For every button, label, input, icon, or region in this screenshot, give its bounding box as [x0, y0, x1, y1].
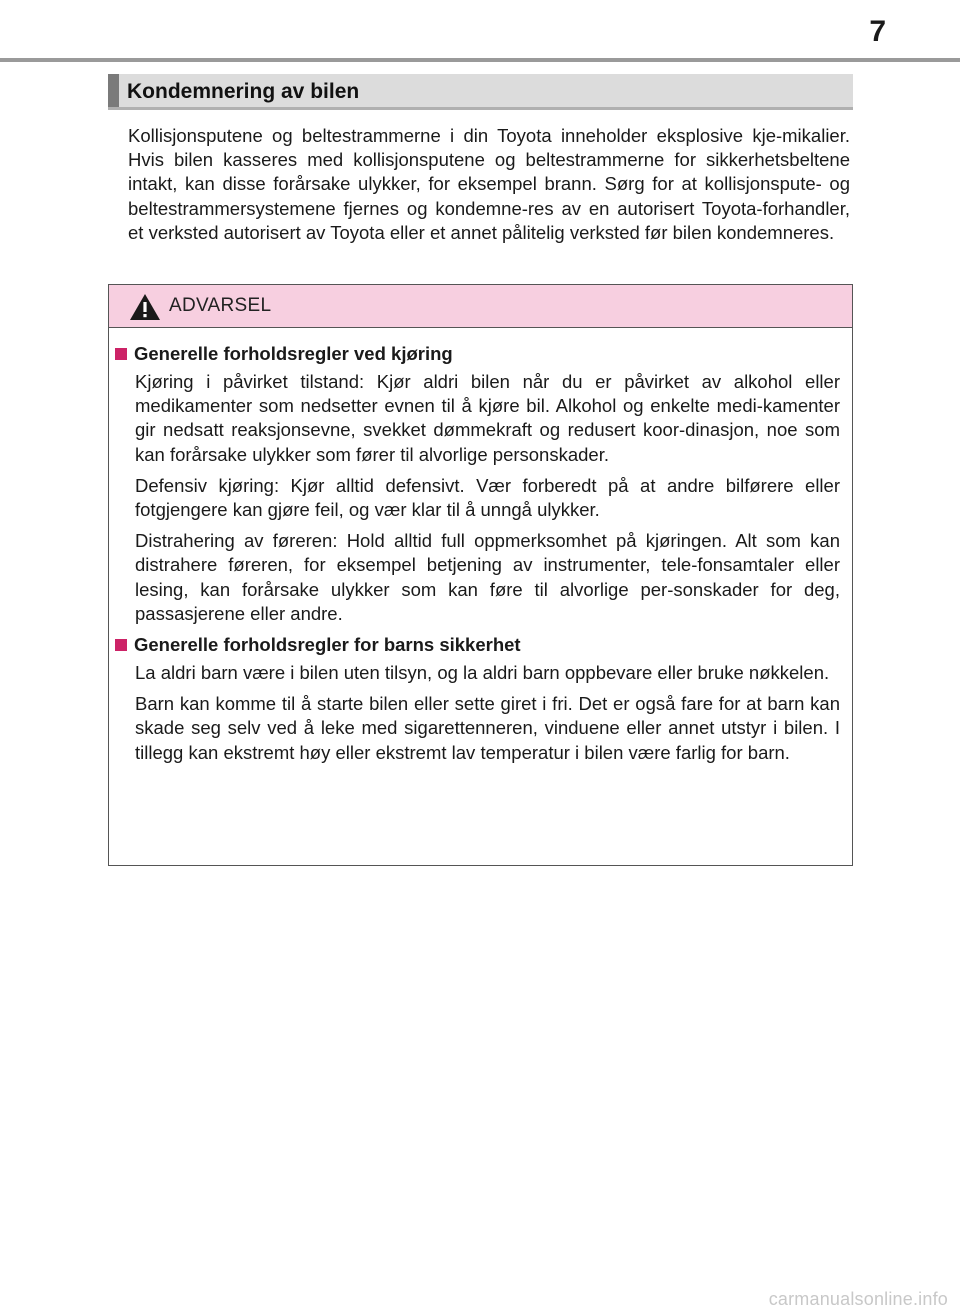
top-divider — [0, 58, 960, 62]
warning-header — [109, 285, 852, 328]
warning-box — [108, 284, 853, 866]
section-header — [108, 74, 853, 110]
subsection-title-text: Generelle forholdsregler ved kjøring — [134, 343, 453, 364]
subsection-child-safety — [115, 633, 840, 765]
subsection-title-text: Generelle forholdsregler for barns sikkerhet — [134, 634, 521, 656]
warning-body — [115, 342, 840, 772]
subsection-title-driving — [115, 342, 840, 366]
square-bullet-icon — [115, 348, 127, 360]
section-header-bar — [108, 74, 119, 107]
warning-label: ADVARSEL — [169, 295, 272, 316]
watermark: carmanualsonline.info — [768, 1289, 948, 1309]
subsection-driving — [115, 342, 840, 626]
paragraph: Distrahering av føreren: Hold alltid full oppmerksomhet på kjøringen. Alt som kan distrahere føreren, for eksempel betjening av instrumenter, tele-fonsamtaler eller lesing, kan forårsake ulykker som kan føre til alvorlige per-sonskader for deg, passasjerene eller andre. — [135, 530, 840, 624]
paragraph: Barn kan komme til å starte bilen eller sette giret i fri. Det er også fare for at barn kan skade seg selv ved å leke med sigarettenneren, vinduene eller annet utstyr i bilen. I tillegg kan ekstremt høy eller ekstremt lav temperatur i bilen være farlig for barn. — [135, 693, 840, 763]
paragraph: Defensiv kjøring: Kjør alltid defensivt. Vær forberedt på at andre bilførere eller fotgjengere kan gjøre feil, og vær klar til å unngå ulykker. — [135, 474, 840, 521]
square-bullet-icon — [115, 639, 127, 651]
paragraph: La aldri barn være i bilen uten tilsyn, og la aldri barn oppbevare eller bruke nøkkelen. — [135, 662, 830, 684]
warning-triangle-icon — [129, 293, 161, 321]
intro-paragraph: Kollisjonsputene og beltestrammerne i din Toyota inneholder eksplosive kje-mikalier. Hvis bilen kasseres med kollisjonsputene og beltestrammerne for sikkerhetsbeltene intakt, kan disse forårsake ulykker, for eksempel brann. Sørg for at kollisjonspute- og beltestrammersystemene fjernes og kondemne-res av en autorisert Toyota-forhandler, et verksted autorisert av Toyota eller et annet pålitelig verksted før bilen kondemneres. — [128, 125, 850, 243]
subsection-title-children — [115, 633, 840, 657]
page-number: 7 — [869, 15, 886, 48]
section-title: Kondemnering av bilen — [127, 80, 360, 103]
paragraph: Kjøring i påvirket tilstand: Kjør aldri bilen når du er påvirket av alkohol eller medikamenter som nedsetter evnen til å kjøre bil. Alkohol og enkelte medi-kamenter gir nedsatt reaksjonsevne, svekket dømmekraft og redusert koor-dinasjon, noe som kan forårsake ulykker som fører til alvorlige personskader. — [135, 371, 840, 465]
